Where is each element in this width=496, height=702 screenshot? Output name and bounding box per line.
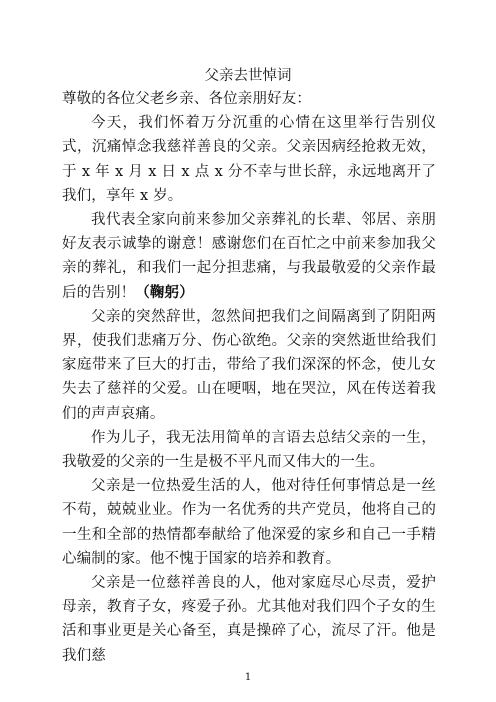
paragraph-2	[62, 208, 436, 305]
document-title: 父亲去世悼词	[204, 68, 292, 84]
paragraph-4: 作为儿子，我无法用简单的言语去总结父亲的一生，我敬爱的父亲的一生是极不平凡而又伟大的一生。	[62, 429, 436, 471]
salutation: 尊敬的各位父老乡亲、各位亲朋好友：	[62, 91, 312, 107]
paragraph-6: 父亲是一位慈祥善良的人，他对家庭尽心尽责，爱护母亲，教育子女，疼爱子孙。尤其他对我们四个子女的生活和事业更是关心备至，真是操碎了心，流尽了汗。他是我们慈	[62, 575, 436, 664]
bow-note: （鞠躬）	[135, 283, 194, 301]
paragraph-1: 今天，我们怀着万分沉重的心情在这里举行告别仪式，沉痛悼念我慈祥善良的父亲。父亲因病经抢救无效，于 x 年 x 月 x 日 x 点 x 分不幸与世长辞，永远地离开了我们，享年 x 岁。	[62, 115, 436, 204]
document-body	[62, 87, 436, 668]
paragraph-5: 父亲是一位热爱生活的人，他对待任何事情总是一丝不苟，兢兢业业。作为一名优秀的共产党员，他将自己的一生和全部的热情都奉献给了他深爱的家乡和自己一手精心编制的家。他不愧于国家的培养和教育。	[62, 478, 436, 567]
page-number: 1	[244, 672, 252, 683]
paragraph-3: 父亲的突然辞世，忽然间把我们之间隔离到了阴阳两界，使我们悲痛万分、伤心欲绝。父亲的突然逝世给我们家庭带来了巨大的打击，带给了我们深深的怀念，使儿女失去了慈祥的父爱。山在哽咽，地在哭泣，风在传送着我们的声声哀痛。	[62, 308, 436, 422]
paragraph-2-text: 我代表全家向前来参加父亲葬礼的长辈、邻居、亲朋好友表示诚挚的谢意！感谢您们在百忙之中前来参加我父亲的葬礼，和我们一起分担悲痛，与我最敬爱的父亲作最后的告别！	[62, 212, 436, 301]
